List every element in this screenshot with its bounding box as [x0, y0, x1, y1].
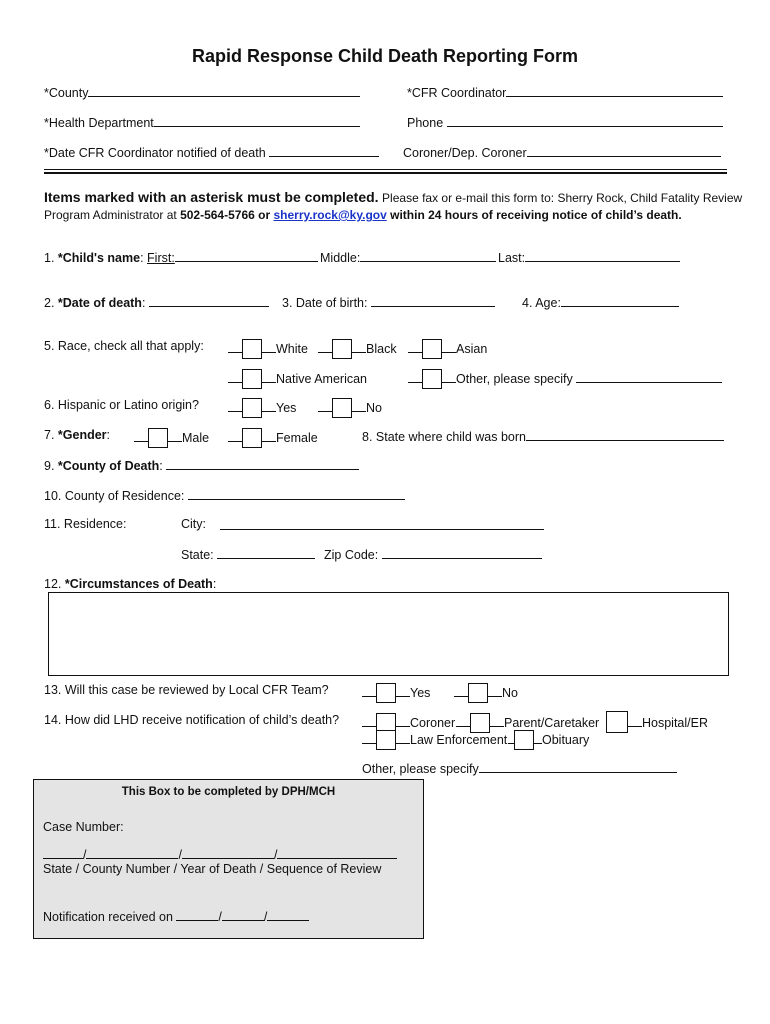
q14-parent-label: Parent/Caretaker	[504, 716, 600, 730]
q1-first-input[interactable]	[175, 249, 318, 262]
q12-circumstances	[44, 577, 216, 592]
q5-black-label: Black	[366, 342, 397, 356]
q8-input[interactable]	[526, 428, 724, 441]
dph-case-number-label: Case Number:	[43, 820, 124, 834]
instructions-text-1: Please fax or e-mail this form to: Sherry Rock, Child Fatality Review	[382, 191, 743, 205]
q11-state-label: State:	[181, 548, 214, 562]
q7-male-checkbox[interactable]	[148, 428, 168, 448]
q9-colon: :	[159, 459, 163, 473]
q14-other-label: Other, please specify	[362, 762, 479, 776]
q2-label: *Date of death	[57, 296, 142, 310]
q14-hospital-checkbox[interactable]	[606, 711, 628, 733]
q12-circumstances-textarea[interactable]	[48, 592, 729, 676]
q5-option-native-american	[228, 369, 367, 389]
q14-law-checkbox[interactable]	[376, 730, 396, 750]
dph-case-format: State / County Number / Year of Death / Sequence of Review	[43, 862, 382, 876]
q3-label: 3. Date of birth:	[282, 296, 368, 310]
q8-state-born	[362, 428, 724, 445]
form-title: Rapid Response Child Death Reporting Form	[191, 46, 579, 66]
q11-state	[181, 546, 315, 563]
q5-asian-checkbox[interactable]	[422, 339, 442, 359]
q1-number: 1.	[44, 251, 58, 265]
county-label: *County	[44, 86, 89, 100]
dph-box-heading: This Box to be completed by DPH/MCH	[121, 786, 336, 798]
q10-input[interactable]	[188, 487, 405, 500]
q12-label: *Circumstances of Death	[64, 577, 213, 591]
q9-input[interactable]	[166, 457, 359, 470]
q1-childs-name	[44, 249, 318, 266]
coroner-field	[403, 144, 721, 161]
coroner-input[interactable]	[527, 144, 721, 157]
q1-colon: :	[140, 251, 148, 265]
q5-other-checkbox[interactable]	[422, 369, 442, 389]
date-notified-field	[44, 144, 379, 161]
q7-option-male	[134, 428, 209, 448]
q14-option-hospital	[606, 711, 708, 733]
q1-label: *Child's name	[57, 251, 141, 265]
q7-colon: :	[106, 428, 111, 442]
q12-number: 12.	[44, 577, 65, 591]
q11-city	[181, 517, 206, 532]
q13-yes-label: Yes	[410, 686, 431, 700]
q7-female-label: Female	[276, 431, 318, 445]
q6-label: 6. Hispanic or Latino origin?	[44, 398, 199, 412]
q5-option-black	[318, 339, 397, 359]
q6-option-no	[318, 398, 382, 418]
q7-gender	[44, 428, 110, 443]
instructions-line-2	[44, 208, 682, 223]
q7-label: *Gender	[57, 428, 107, 442]
county-input[interactable]	[88, 84, 360, 97]
q6-yes-label: Yes	[276, 401, 297, 415]
q11-zip-label: Zip Code:	[324, 548, 379, 562]
phone-input[interactable]	[447, 114, 723, 127]
q5-native-american-label: Native American	[276, 372, 368, 386]
q3-date-of-birth	[282, 294, 495, 311]
health-department-label: *Health Department	[44, 116, 154, 130]
q4-age	[522, 294, 679, 311]
phone-label: Phone	[407, 116, 444, 130]
q1-first-label: First:	[147, 251, 175, 265]
q14-option-law	[362, 730, 507, 750]
q14-obituary-label: Obituary	[542, 733, 590, 747]
q9-number: 9.	[44, 459, 58, 473]
q5-option-other	[408, 369, 722, 389]
q10-county-of-residence	[44, 487, 405, 504]
q1-last-input[interactable]	[525, 249, 680, 262]
q7-female-checkbox[interactable]	[242, 428, 262, 448]
q7-number: 7.	[44, 428, 58, 442]
dph-case-number-input[interactable]: / / /	[43, 846, 397, 863]
q13-no-label: No	[502, 686, 518, 700]
q14-other	[362, 760, 677, 777]
q14-hospital-label: Hospital/ER	[642, 716, 708, 730]
instructions-phone: 502-564-5766 or	[180, 208, 274, 222]
cfr-coordinator-field	[407, 84, 723, 101]
q1-last	[498, 249, 680, 266]
q2-number: 2.	[44, 296, 58, 310]
q11-city-field	[220, 517, 544, 534]
q5-option-asian	[408, 339, 487, 359]
instructions-lead: Items marked with an asterisk must be completed.	[44, 189, 379, 205]
q6-no-label: No	[366, 401, 382, 415]
q6-yes-checkbox[interactable]	[242, 398, 262, 418]
q7-option-female	[228, 428, 318, 448]
q11-city-label: City:	[181, 517, 206, 531]
q1-middle-label: Middle:	[320, 251, 361, 265]
q8-label: 8. State where child was born	[362, 430, 526, 444]
q9-county-of-death	[44, 457, 359, 474]
q12-colon: :	[212, 577, 217, 591]
q14-law-label: Law Enforcement	[410, 733, 508, 747]
instructions-line-1	[44, 190, 742, 206]
q5-label: 5. Race, check all that apply:	[44, 339, 204, 353]
dph-notification-date-input[interactable]: / /	[176, 910, 309, 924]
q4-label: 4. Age:	[522, 296, 561, 310]
health-department-field	[44, 114, 360, 131]
date-notified-input[interactable]	[269, 144, 379, 157]
q10-label: 10. County of Residence:	[44, 489, 185, 503]
q5-white-label: White	[276, 342, 308, 356]
coroner-label: Coroner/Dep. Coroner	[403, 146, 527, 160]
q13-option-yes	[362, 683, 430, 703]
cfr-coordinator-input[interactable]	[506, 84, 723, 97]
q5-other-input[interactable]	[576, 370, 722, 383]
q13-label: 13. Will this case be reviewed by Local CFR Team?	[44, 683, 329, 697]
q2-date-of-death	[44, 294, 269, 311]
q14-option-obituary	[508, 730, 589, 750]
q6-no-checkbox[interactable]	[332, 398, 352, 418]
q5-other-label: Other, please specify	[456, 372, 573, 386]
instructions-text-2-prefix: Program Administrator at	[44, 208, 181, 222]
q1-last-label: Last:	[498, 251, 526, 265]
health-department-input[interactable]	[154, 114, 360, 127]
q6-option-yes	[228, 398, 296, 418]
header-divider-top	[44, 169, 727, 170]
q2-input[interactable]	[149, 294, 269, 307]
q5-asian-label: Asian	[456, 342, 488, 356]
county-field	[44, 84, 360, 101]
q1-middle	[320, 249, 496, 266]
dph-mch-box	[33, 779, 424, 939]
q3-input[interactable]	[371, 294, 495, 307]
dph-notification	[43, 908, 309, 925]
q5-white-checkbox[interactable]	[242, 339, 262, 359]
q5-native-american-checkbox[interactable]	[242, 369, 262, 389]
instructions-text-2-suffix: within 24 hours of receiving notice of child’s death.	[386, 208, 682, 222]
header-divider-bottom	[44, 172, 727, 174]
q11-label: 11. Residence:	[44, 517, 127, 531]
q9-label: *County of Death	[57, 459, 160, 473]
q7-male-label: Male	[182, 431, 210, 445]
q11-state-input[interactable]	[217, 546, 315, 559]
q14-other-input[interactable]	[479, 760, 677, 773]
q11-zip	[324, 546, 542, 563]
q5-option-white	[228, 339, 308, 359]
phone-field	[407, 114, 723, 131]
q5-black-checkbox[interactable]	[332, 339, 352, 359]
q14-coroner-label: Coroner	[410, 716, 456, 730]
q14-obituary-checkbox[interactable]	[514, 730, 534, 750]
q14-label: 14. How did LHD receive notification of child’s death?	[44, 713, 340, 727]
q11-city-input[interactable]	[220, 517, 544, 530]
q1-middle-input[interactable]	[360, 249, 496, 262]
q4-input[interactable]	[561, 294, 679, 307]
q11-zip-input[interactable]	[382, 546, 542, 559]
cfr-coordinator-label: *CFR Coordinator	[407, 86, 507, 100]
instructions-email-link[interactable]: sherry.rock@ky.gov	[273, 208, 387, 222]
dph-notification-label: Notification received on	[43, 910, 173, 924]
q13-yes-checkbox[interactable]	[376, 683, 396, 703]
date-notified-label: *Date CFR Coordinator notified of death	[44, 146, 266, 160]
q2-colon: :	[141, 296, 146, 310]
q13-no-checkbox[interactable]	[468, 683, 488, 703]
q13-option-no	[454, 683, 518, 703]
